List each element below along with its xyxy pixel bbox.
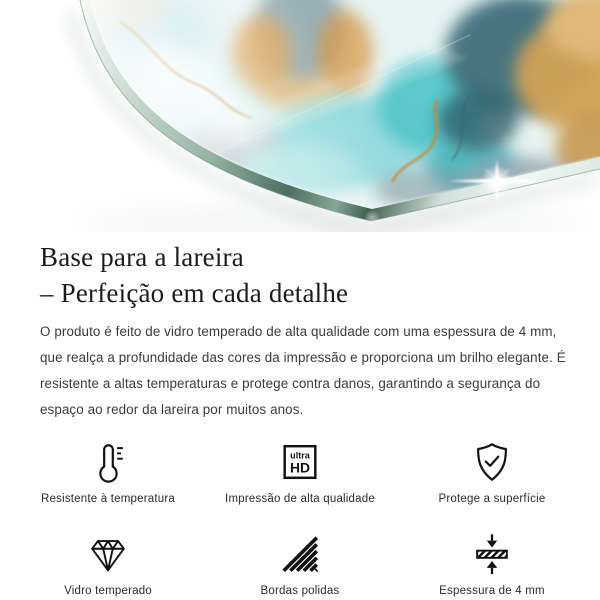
feature-label: Espessura de 4 mm: [439, 584, 545, 597]
features-grid: [0, 437, 600, 597]
feature-polished-edges: [204, 529, 396, 597]
product-info-section: [0, 240, 600, 597]
shield-check-icon: [469, 439, 515, 485]
polished-edges-icon: [277, 531, 323, 577]
feature-print-quality: [204, 437, 396, 505]
ultra-hd-icon-text-top: ultra: [290, 450, 310, 461]
title-line2: – Perfeição em cada detalhe: [40, 277, 349, 308]
feature-tempered-glass: [12, 529, 204, 597]
product-photo: [0, 0, 600, 232]
feature-label: Resistente à temperatura: [41, 492, 175, 505]
feature-label: Vidro temperado: [64, 584, 152, 597]
page-title: [40, 240, 560, 311]
diamond-icon: [85, 531, 131, 577]
glass-panel-art: [0, 0, 600, 232]
title-line1: Base para a lareira: [40, 242, 244, 272]
feature-temperature: [12, 437, 204, 505]
feature-label: Protege a superfície: [438, 492, 546, 505]
ultra-hd-icon: [277, 439, 323, 485]
feature-thickness: [396, 529, 588, 597]
feature-surface-protection: [396, 437, 588, 505]
feature-label: Impressão de alta qualidade: [225, 492, 375, 505]
product-description: O produto é feito de vidro temperado de alta qualidade com uma espessura de 4 mm, que realça a profundidade das cores da impressão e proporciona um brilho elegante. É resistente a altas temperaturas e protege contra danos, garantindo a segurança do espaço ao redor da lareira por muitos anos.: [40, 324, 566, 417]
ultra-hd-icon-text-bottom: HD: [289, 459, 311, 476]
feature-label: Bordas polidas: [260, 584, 340, 597]
thickness-4mm-icon: [469, 531, 515, 577]
thermometer-icon: [85, 439, 131, 485]
